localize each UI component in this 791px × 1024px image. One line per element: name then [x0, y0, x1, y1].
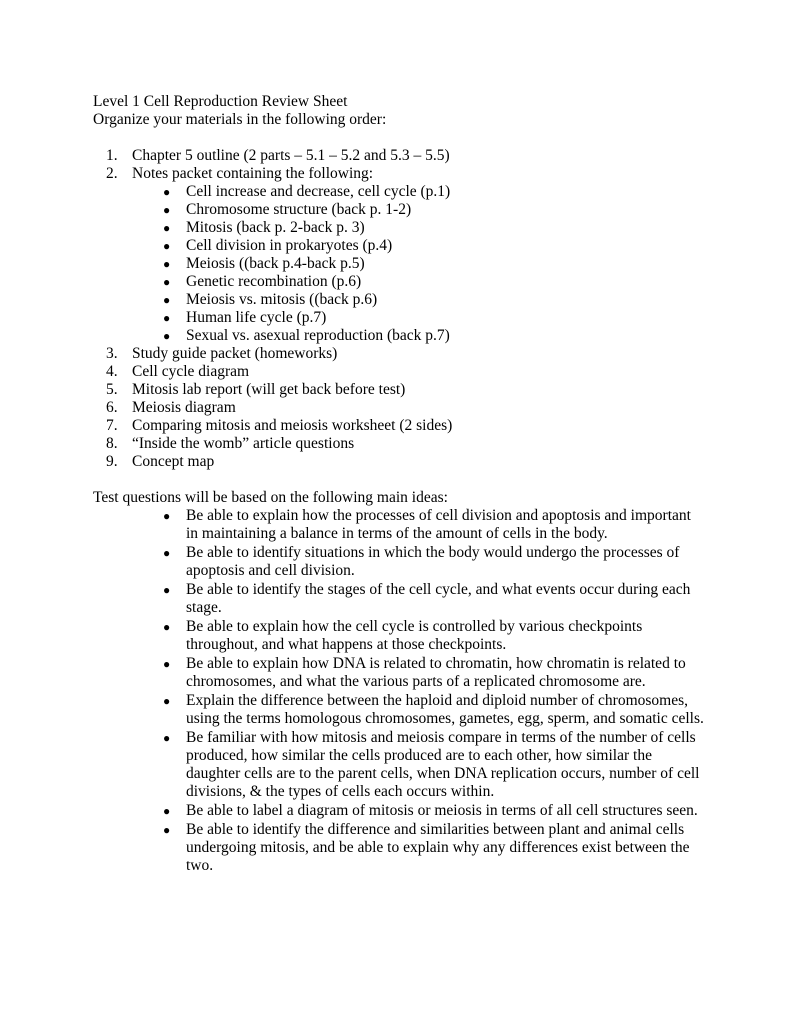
- main-idea-text: Be familiar with how mitosis and meiosis compare in terms of the number of cells produced, how similar the cells produced are to each other, how similar the daughter cells are to the parent cells, when DNA replication occurs, number of cell divisions, & the types of cells each occurs within.: [186, 729, 700, 800]
- item-number: 4.: [106, 363, 118, 380]
- main-idea-item: [93, 544, 713, 580]
- list-item: [93, 147, 713, 165]
- main-idea-text: Be able to explain how the processes of cell division and apoptosis and important in maintaining a balance in terms of the amount of cells in the body.: [186, 507, 691, 542]
- item-text: Cell cycle diagram: [132, 363, 250, 380]
- item-number: 6.: [106, 399, 118, 416]
- sub-item-text: Meiosis vs. mitosis ((back p.6): [186, 291, 378, 308]
- item-text: Concept map: [132, 453, 215, 470]
- bullet-icon: ●: [163, 657, 171, 671]
- bullet-icon: ●: [163, 804, 171, 818]
- item-number: 7.: [106, 417, 118, 434]
- list-item: [93, 165, 713, 183]
- sub-item-text: Meiosis ((back p.4-back p.5): [186, 255, 365, 272]
- sub-list-item: [93, 237, 713, 255]
- bullet-icon: ●: [163, 203, 171, 217]
- main-idea-item: [93, 507, 713, 543]
- sub-item-text: Mitosis (back p. 2-back p. 3): [186, 219, 365, 236]
- bullet-icon: ●: [163, 257, 171, 271]
- document-page: [93, 93, 713, 876]
- sub-item-text: Genetic recombination (p.6): [186, 273, 362, 290]
- main-idea-item: [93, 655, 713, 691]
- materials-list-continued: [93, 345, 713, 471]
- main-idea-text: Be able to identify situations in which the body would undergo the processes of apoptosis and cell division.: [186, 544, 680, 579]
- bullet-icon: ●: [163, 329, 171, 343]
- item-number: 2.: [106, 165, 118, 182]
- materials-list: [93, 147, 713, 183]
- sub-item-text: Cell increase and decrease, cell cycle (p.1): [186, 183, 451, 200]
- list-item: [93, 345, 713, 363]
- sub-list-item: [93, 183, 713, 201]
- list-item: [93, 363, 713, 381]
- bullet-icon: ●: [163, 509, 171, 523]
- sub-list-item: [93, 327, 713, 345]
- main-idea-item: [93, 729, 713, 801]
- bullet-icon: ●: [163, 311, 171, 325]
- sub-item-text: Human life cycle (p.7): [186, 309, 327, 326]
- item-number: 5.: [106, 381, 118, 398]
- list-item: [93, 435, 713, 453]
- bullet-icon: ●: [163, 185, 171, 199]
- bullet-icon: ●: [163, 620, 171, 634]
- page-title: Level 1 Cell Reproduction Review Sheet: [93, 93, 348, 110]
- item-text: Notes packet containing the following:: [132, 165, 374, 182]
- item-text: Meiosis diagram: [132, 399, 236, 416]
- bullet-icon: ●: [163, 239, 171, 253]
- list-item: [93, 417, 713, 435]
- sub-list-item: [93, 291, 713, 309]
- list-item: [93, 381, 713, 399]
- main-idea-item: [93, 618, 713, 654]
- list-item: [93, 399, 713, 417]
- item-text: Chapter 5 outline (2 parts – 5.1 – 5.2 and 5.3 – 5.5): [132, 147, 450, 164]
- item-text: Mitosis lab report (will get back before test): [132, 381, 406, 398]
- main-ideas-list: [93, 507, 713, 875]
- bullet-icon: ●: [163, 293, 171, 307]
- bullet-icon: ●: [163, 823, 171, 837]
- item-text: Comparing mitosis and meiosis worksheet (2 sides): [132, 417, 453, 434]
- main-idea-text: Explain the difference between the haploid and diploid number of chromosomes, using the terms homologous chromosomes, gametes, egg, sperm, and somatic cells.: [186, 692, 704, 727]
- test-questions-heading: Test questions will be based on the following main ideas:: [93, 489, 448, 506]
- main-idea-text: Be able to explain how the cell cycle is controlled by various checkpoints throughout, and what happens at those checkpoints.: [186, 618, 643, 653]
- sub-item-text: Chromosome structure (back p. 1-2): [186, 201, 412, 218]
- item-text: “Inside the womb” article questions: [132, 435, 355, 452]
- main-idea-item: [93, 821, 713, 875]
- notes-packet-sublist: [93, 183, 713, 345]
- main-idea-text: Be able to label a diagram of mitosis or meiosis in terms of all cell structures seen.: [186, 802, 698, 819]
- list-item: [93, 453, 713, 471]
- sub-item-text: Sexual vs. asexual reproduction (back p.7): [186, 327, 450, 344]
- main-idea-item: [93, 692, 713, 728]
- sub-list-item: [93, 273, 713, 291]
- sub-item-text: Cell division in prokaryotes (p.4): [186, 237, 393, 254]
- bullet-icon: ●: [163, 694, 171, 708]
- sub-list-item: [93, 309, 713, 327]
- bullet-icon: ●: [163, 731, 171, 745]
- sub-list-item: [93, 201, 713, 219]
- item-number: 8.: [106, 435, 118, 452]
- main-idea-item: [93, 581, 713, 617]
- item-text: Study guide packet (homeworks): [132, 345, 338, 362]
- main-idea-text: Be able to identify the stages of the cell cycle, and what events occur during each stage.: [186, 581, 691, 616]
- item-number: 9.: [106, 453, 118, 470]
- main-idea-item: [93, 802, 713, 820]
- item-number: 1.: [106, 147, 118, 164]
- page-subtitle: Organize your materials in the following order:: [93, 111, 387, 128]
- main-idea-text: Be able to explain how DNA is related to chromatin, how chromatin is related to chromosomes, and what the various parts of a replicated chromosome are.: [186, 655, 686, 690]
- bullet-icon: ●: [163, 221, 171, 235]
- item-number: 3.: [106, 345, 118, 362]
- main-idea-text: Be able to identify the difference and similarities between plant and animal cells undergoing mitosis, and be able to explain why any differences exist between the two.: [186, 821, 690, 874]
- bullet-icon: ●: [163, 275, 171, 289]
- sub-list-item: [93, 219, 713, 237]
- bullet-icon: ●: [163, 583, 171, 597]
- bullet-icon: ●: [163, 546, 171, 560]
- sub-list-item: [93, 255, 713, 273]
